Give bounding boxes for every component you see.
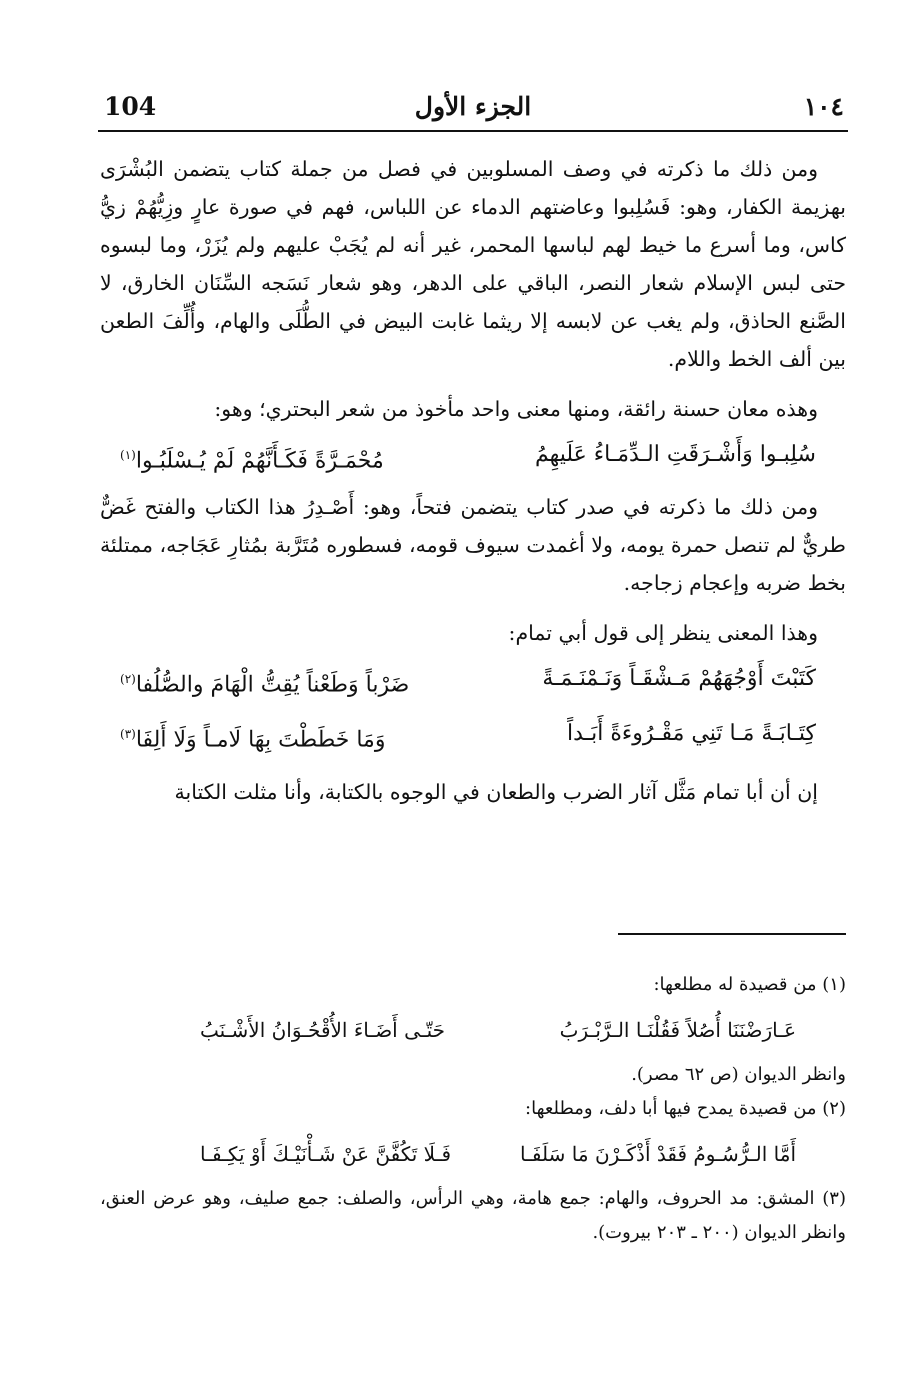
paragraph-4: وهذا المعنى ينظر إلى قول أبي تمام: [508,621,818,646]
verse-hemistich-right: سُلِبـوا وَأَشْـرَقَتِ الـدِّمَـاءُ عَلَيهِمُ [534,442,816,467]
verse-line-3 [100,713,846,761]
paragraph-3: ومن ذلك ما ذكرته في صدر كتاب يتضمن فتحاً، وهو: أَصْـدِرُ هذا الكتاب والفتح غَضٌّ طريٌّ لم تنصل حمرة يومه، ولا أغمدت سيوف قومه، فسطوره مُتَرَّبة بمُثارِ عَجَاجه، ممتلئة بخط ضربه وإعجام زجاجه. [100,495,846,596]
main-text [100,150,846,811]
verse-hemistich-left: حَتّـى أَضَـاءَ الأُقْحُـوَانُ الأَشْـنَبُ [200,1018,446,1042]
footnote-marker: (١) [120,448,136,462]
footnote-3: (٣) المشق: مد الحروف، والهام: جمع هامة، وهي الرأس، والصلف: جمع صليف، وهو عرض العنق، وانظر الديوان (٢٠٠ ـ ٢٠٣ بيروت). [100,1188,846,1243]
footnote-2: (٢) من قصيدة يمدح فيها أبا دلف، ومطلعها: [525,1098,846,1119]
verse-line-1 [100,434,846,482]
verse-hemistich-left-text: مُحْمَـرَّةً فَكَـأَنَّهُمْ لَمْ يُـسْلَبُـوا [135,448,384,474]
verse-hemistich-left: فَـلَا تَكُفَّنَّ عَنْ شَـأْنَيْـكَ أَوْ يَكِـفَـا [200,1142,452,1166]
verse-hemistich-left-text: ضَرْباً وَطَعْناً يُقِتُّ الْهَامَ والصُّلُفا [135,672,410,698]
verse-line-2 [100,658,846,706]
paragraph-5: إن أن أبا تمام مَثَّل آثار الضرب والطعان في الوجوه بالكتابة، وأنا مثلت الكتابة [174,779,818,804]
header-rule [98,130,848,132]
footnote-1-verse [100,1010,846,1050]
paragraph-1: ومن ذلك ما ذكرته في وصف المسلوبين في فصل من جملة كتاب يتضمن البُشْرَى بهزيمة الكفار، وهو: فَسُلِبوا وعاضتهم الدماء عن اللباس، فهم في صورة عارٍ وزِيُّهُمْ زيُّ كاس، وما أسرع ما خيط لهم لباسها المحمر، غير أنه لم يُجَبْ عليهم ولم يُزَرْ، وما لبسوه حتى لبس الإسلام شعار النصر، الباقي على الدهر، وهو شعار نَسَجه السِّنَان الخارق، لا الصَّنع الحاذق، ولم يغب عن لابسه إلا ريثما غابت البيض في الطُّلَى والهام، وأُلِّفَ الطعن بين ألف الخط واللام. [100,157,846,371]
footnote-marker: (٣) [120,726,136,741]
running-title: الجزء الأول [414,92,532,121]
footnote-1: (١) من قصيدة له مطلعها: [653,974,846,995]
page-number-latin: 104 [104,92,157,121]
verse-hemistich-left [120,434,384,482]
verse-hemistich-right: أَمَّا الـرُّسُـومُ فَقَدْ أَذْكَـرْنَ مَا سَلَفَـا [519,1142,796,1166]
paragraph-2: وهذه معان حسنة رائقة، ومنها معنى واحد مأخوذ من شعر البحتري؛ وهو: [214,397,818,421]
footnote-separator [618,933,846,935]
verse-hemistich-left [120,658,409,706]
page-number-arabic: ١٠٤ [803,92,844,121]
footnote-marker: (٢) [120,672,136,687]
footnotes [100,968,846,1250]
verse-hemistich-left [120,713,385,761]
verse-hemistich-right: عَـارَضْنَنَا أُصُلاً فَقُلْنَـا الـرَّبْـرَبُ [559,1018,796,1042]
footnote-1-reference: وانظر الديوان (ص ٦٢ مصر). [631,1064,846,1085]
footnote-2-verse [100,1134,846,1174]
verse-hemistich-left-text: وَمَا خَطَطْتَ بِهَا لَامـاً وَلَا أَلِفَا [135,726,386,752]
verse-hemistich-right: كَتَبْتَ أَوْجُهَهُمْ مَـشْقَـاً وَنَـمْنَـمَـةً [542,666,816,692]
page-header [98,88,848,126]
verse-hemistich-right: كِتَـابَـةً مَـا تَنِي مَقْـرُوءَةً أَبَـداً [567,720,816,746]
